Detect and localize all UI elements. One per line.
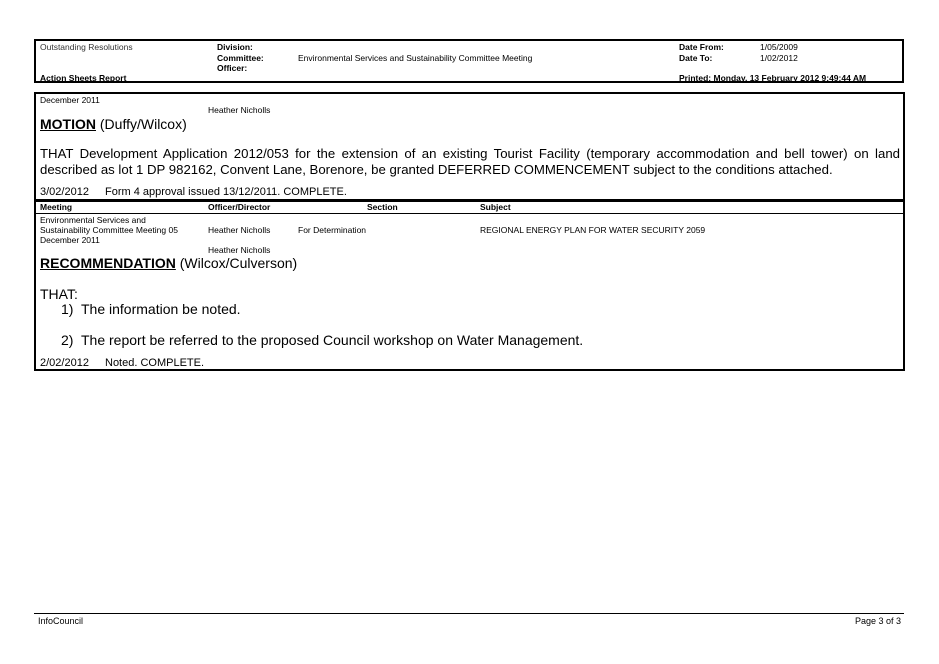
point-2-number: 2) (61, 332, 74, 348)
subject-value: REGIONAL ENERGY PLAN FOR WATER SECURITY 2059 (480, 225, 706, 235)
that-label: THAT: (40, 286, 78, 302)
col-meeting: Meeting (40, 202, 73, 212)
resolution-item-2 (34, 200, 905, 371)
committee-label: Committee: (217, 53, 264, 63)
motion-label: MOTION (40, 116, 96, 132)
printed-label: Printed: (679, 73, 712, 83)
date-from-value: 1/05/2009 (760, 42, 798, 52)
meeting-tail: December 2011 (40, 95, 100, 105)
point-1-number: 1) (61, 301, 74, 317)
motion-heading (40, 116, 187, 132)
column-header-row (36, 202, 903, 214)
date-to-value: 1/02/2012 (760, 53, 798, 63)
division-label: Division: (217, 42, 253, 52)
recommendation-movers: (Wilcox/Culverson) (175, 255, 298, 271)
recommendation-label: RECOMMENDATION (40, 255, 176, 271)
meeting-line-1: Environmental Services and (40, 215, 146, 225)
report-type: Action Sheets Report (40, 73, 127, 83)
recommendation-heading (40, 255, 297, 271)
meeting-line-2: Sustainability Committee Meeting 05 (40, 225, 178, 235)
committee-value: Environmental Services and Sustainability Committee Meeting (298, 53, 533, 63)
officer-name: Heather Nicholls (208, 105, 271, 115)
page-number: Page 3 of 3 (855, 616, 902, 626)
action-note: Form 4 approval issued 13/12/2011. COMPLETE. (105, 186, 347, 198)
date-from-label: Date From: (679, 42, 724, 52)
report-header (34, 39, 904, 83)
motion-line-1: THAT Development Application 2012/053 for the extension of an existing Tourist Facility (temporary accommodation and bell tower) on land (40, 146, 900, 161)
action-date: 2/02/2012 (40, 357, 89, 369)
date-to-label: Date To: (679, 53, 713, 63)
officer-label: Officer: (217, 63, 248, 73)
report-name: Outstanding Resolutions (40, 42, 133, 52)
director-name: Heather Nicholls (208, 225, 271, 235)
section-value: For Determination (298, 225, 367, 235)
officer-name: Heather Nicholls (208, 245, 271, 255)
action-note: Noted. COMPLETE. (105, 357, 205, 369)
printed-value: Monday, 13 February 2012 9:49:44 AM (713, 73, 867, 83)
point-1-text: The information be noted. (81, 301, 241, 317)
footer-brand: InfoCouncil (38, 616, 84, 626)
motion-text (40, 146, 900, 178)
action-date: 3/02/2012 (40, 186, 89, 198)
col-section: Section (367, 202, 398, 212)
col-subject: Subject (480, 202, 511, 212)
footer-divider (34, 613, 904, 614)
meeting-line-3: December 2011 (40, 235, 100, 245)
point-2-text: The report be referred to the proposed Council workshop on Water Management. (81, 332, 584, 348)
col-officer: Officer/Director (208, 202, 271, 212)
motion-line-2: described as lot 1 DP 982162, Convent Lane, Borenore, be granted DEFERRED COMMENCEMENT subject to the conditions attached. (40, 162, 833, 177)
motion-movers: (Duffy/Wilcox) (96, 116, 187, 132)
resolution-item-1 (34, 92, 905, 201)
printed-line (679, 73, 866, 83)
